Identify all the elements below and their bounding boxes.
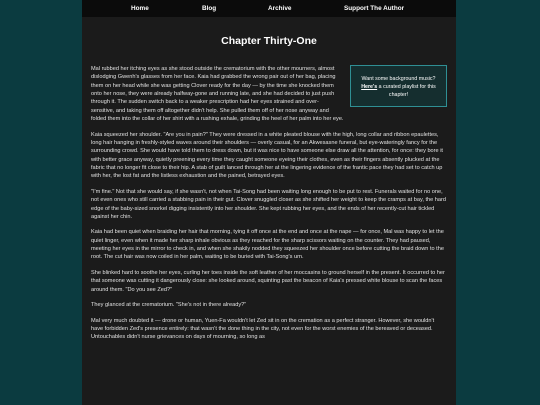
paragraph: They glanced at the crematorium. "She's not in there already?": [91, 302, 247, 309]
playlist-callout: [350, 65, 447, 107]
nav-blog-link[interactable]: Blog: [202, 5, 217, 12]
top-nav: [82, 0, 456, 17]
playlist-text-before: Want some background music?: [361, 76, 436, 82]
playlist-text-after: a curated playlist for this chapter!: [377, 83, 436, 98]
paragraph: Mal rubbed her itching eyes as she stood outside the crematorium with the other mourners, almost dislodging Gwenh's glasses from her face. Kaia had grabbed the wrong pair out of her bag, placing them on her head while she was getting Clover ready for the day — by the time she knocked them onto her nose, they were already halfway-gone and running late, and she had decided to just push through it. The sudden switch back to a weaker prescription had her eyes strained and over-sensitive, and taking them off altogether didn't help. She pulled them off of her nose anyway and folded them into the collar of her shirt with a rushing exhale, grinding the heel of her palm into her eye.: [91, 66, 344, 123]
nav-support-link[interactable]: Support The Author: [344, 5, 405, 12]
chapter-title: Chapter Thirty-One: [221, 35, 317, 47]
paragraph: Kaia had been quiet when braiding her hair that morning, tying it off once at the end and once at the nape — for once, Mal was happy to let the quiet linger, even when it made her sharp inhale obvious as they reached for the sharp scissors waiting on the counter. They had paused, meeting her eyes in the mirror to check in, and when she shakily nodded they squeezed her shoulder once before cutting the braid down to the root. The cut hair was now coiled in her palm, waiting to be buried with Tai-Song's urn.: [91, 229, 444, 261]
paragraph: Kaia squeezed her shoulder. "Are you in pain?" They were dressed in a white pleated blouse with the high, long collar and ribbon epaulettes, long hair hanging in freshly-styled waves around their shoulders — overly casual, for an Akwesasne funeral, but eye-wateringly fancy for the surrounding crowd. She would have told them to dress down, but it was nice to have someone else draw all the attention, for once: they bore it with better grace anyway, quietly preening every time they caught someone eyeing their clothes, even as their fingers absently plucked at the fabric that no longer fit close to their hip. A stab of guilt lanced through her at the lingering evidence of the frantic pace they had set to catch up with her, the lost fat and the listless exhaustion and the pained, betrayed eyes.: [91, 131, 443, 180]
paragraph: She blinked hard to soothe her eyes, curling her toes inside the soft leather of her moccasins to ground herself in the present. It occurred to her that someone was cutting it dangerously close: she looked around, squinting past the beacon of Kaia's pressed white blouse to scan the faces around them. "Do you see Zed?": [91, 269, 445, 293]
nav-home-link[interactable]: Home: [131, 5, 149, 12]
chapter-content: [91, 65, 447, 349]
nav-archive-link[interactable]: Archive: [268, 5, 292, 12]
playlist-link[interactable]: Here's: [361, 83, 378, 90]
paragraph: Mal very much doubted it — drone or human, Yuen-Fa wouldn't let Zed sit in on the cremation as a perfect stranger. However, she wouldn't have forbidden Zed's presence entirely: that wasn't the done thing in the city, not even for the worst enemies of the bereaved or deceased. Untouchables didn't nurse grievances on days of mourning, so long as: [91, 317, 435, 341]
chapter-page: [82, 17, 456, 405]
paragraph: "I'm fine." Not that she would say, if she wasn't, not when Tai-Song had been waiting long enough to be put to rest. Funerals waited for no one, not even ones who still carried a stabbing pain in their gut. Clover snuggled closer as she shifted her weight to keep the cramps at bay, the hard edge of the baby-sized snorkel digging insistently into her shoulder. She kept rubbing her eyes, and the ends of her recently-cut hair tickled against her chin.: [91, 188, 446, 220]
